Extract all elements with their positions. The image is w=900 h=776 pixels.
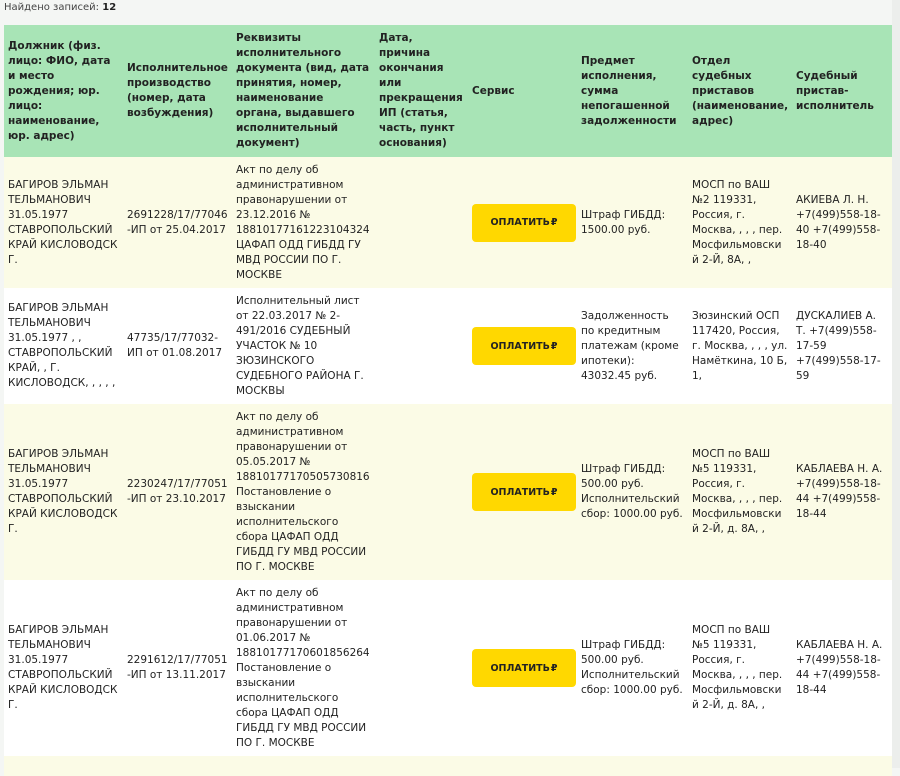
table-row	[4, 288, 892, 404]
cell-service	[468, 404, 577, 580]
pay-button-label: ОПЛАТИТЬ	[490, 662, 550, 674]
cell-end	[375, 288, 468, 404]
header-end: Дата, причина окончания или прекращения ИП (статья, часть, пункт основания)	[375, 25, 468, 157]
cell-document: Акт по делу об административном правонарушении от 01.06.2017 № 18810177170601856264 Постановление о взыскании исполнительского сбора ЦАФАП ОДД ГИБДД ГУ МВД РОССИИ ПО Г. МОСКВЕ	[232, 580, 375, 756]
header-debtor: Должник (физ. лицо: ФИО, дата и место рождения; юр. лицо: наименование, юр. адрес)	[4, 25, 123, 157]
cell-end	[375, 404, 468, 580]
table-header-row	[4, 25, 892, 157]
header-department: Отдел судебных приставов (наименование, адрес)	[688, 25, 792, 157]
cell-debtor: БАГИРОВ ЭЛЬМАН ТЕЛЬМАНОВИЧ 31.05.1977 , , СТАВРОПОЛЬСКИЙ КРАЙ, , Г. КИСЛОВОДСК, , , , ,	[4, 288, 123, 404]
cell-debtor: БАГИРОВ ЭЛЬМАН ТЕЛЬМАНОВИЧ 31.05.1977 СТАВРОПОЛЬСКИЙ КРАЙ КИСЛОВОДСК Г.	[4, 157, 123, 288]
cell-partial	[4, 756, 892, 776]
pay-button[interactable]	[472, 649, 576, 687]
table-row	[4, 580, 892, 756]
cell-proceeding: 2691228/17/77046-ИП от 25.04.2017	[123, 157, 232, 288]
cell-debtor: БАГИРОВ ЭЛЬМАН ТЕЛЬМАНОВИЧ 31.05.1977 СТАВРОПОЛЬСКИЙ КРАЙ КИСЛОВОДСК Г.	[4, 404, 123, 580]
header-proceeding: Исполнительное производство (номер, дата возбуждения)	[123, 25, 232, 157]
cell-debtor: БАГИРОВ ЭЛЬМАН ТЕЛЬМАНОВИЧ 31.05.1977 СТАВРОПОЛЬСКИЙ КРАЙ КИСЛОВОДСК Г.	[4, 580, 123, 756]
cell-service	[468, 580, 577, 756]
cell-subject: Штраф ГИБДД: 500.00 руб. Исполнительский сбор: 1000.00 руб.	[577, 580, 688, 756]
cell-service	[468, 157, 577, 288]
ruble-icon: ₽	[550, 662, 558, 674]
cell-department: Зюзинский ОСП 117420, Россия, г. Москва, , , , ул. Намёткина, 10 Б, 1,	[688, 288, 792, 404]
records-found-count: 12	[102, 2, 117, 13]
cell-document: Акт по делу об административном правонарушении от 23.12.2016 № 18810177161223104324 ЦАФАП ОДД ГИБДД ГУ МВД РОССИИ ПО Г. МОСКВЕ	[232, 157, 375, 288]
pay-button-label: ОПЛАТИТЬ	[490, 486, 550, 498]
cell-service	[468, 288, 577, 404]
cell-department: МОСП по ВАШ №2 119331, Россия, г. Москва, , , , пер. Мосфильмовский 2-Й, 8А, ,	[688, 157, 792, 288]
cell-department: МОСП по ВАШ №5 119331, Россия, г. Москва, , , , пер. Мосфильмовский 2-Й, д. 8А, ,	[688, 580, 792, 756]
pay-button[interactable]	[472, 204, 576, 242]
pay-button[interactable]	[472, 473, 576, 511]
cell-end	[375, 580, 468, 756]
table-row	[4, 157, 892, 288]
scrollbar[interactable]	[892, 0, 900, 768]
cell-proceeding: 2291612/17/77051-ИП от 13.11.2017	[123, 580, 232, 756]
cell-bailiff: КАБЛАЕВА Н. А. +7(499)558-18-44 +7(499)558-18-44	[792, 580, 892, 756]
records-found-label: Найдено записей:	[4, 2, 100, 13]
cell-department: МОСП по ВАШ №5 119331, Россия, г. Москва, , , , пер. Мосфильмовский 2-Й, д. 8А, ,	[688, 404, 792, 580]
cell-document: Акт по делу об административном правонарушении от 05.05.2017 № 18810177170505730816 Постановление о взыскании исполнительского сбора ЦАФАП ОДД ГИБДД ГУ МВД РОССИИ ПО Г. МОСКВЕ	[232, 404, 375, 580]
cell-subject: Штраф ГИБДД: 500.00 руб. Исполнительский сбор: 1000.00 руб.	[577, 404, 688, 580]
pay-button-label: ОПЛАТИТЬ	[490, 340, 550, 352]
header-document: Реквизиты исполнительного документа (вид, дата принятия, номер, наименование органа, выдавшего исполнительный документ)	[232, 25, 375, 157]
records-found	[4, 2, 116, 13]
cell-bailiff: ДУСКАЛИЕВ А. Т. +7(499)558-17-59 +7(499)558-17-59	[792, 288, 892, 404]
cell-proceeding: 2230247/17/77051-ИП от 23.10.2017	[123, 404, 232, 580]
header-service: Сервис	[468, 25, 577, 157]
cell-end	[375, 157, 468, 288]
header-bailiff: Судебный пристав-исполнитель	[792, 25, 892, 157]
table-row	[4, 404, 892, 580]
ruble-icon: ₽	[550, 486, 558, 498]
cell-bailiff: АКИЕВА Л. Н. +7(499)558-18-40 +7(499)558-18-40	[792, 157, 892, 288]
cell-subject: Штраф ГИБДД: 1500.00 руб.	[577, 157, 688, 288]
cell-document: Исполнительный лист от 22.03.2017 № 2-491/2016 СУДЕБНЫЙ УЧАСТОК № 10 ЗЮЗИНСКОГО СУДЕБНОГО РАЙОНА Г. МОСКВЫ	[232, 288, 375, 404]
table-row-partial	[4, 756, 892, 776]
results-table	[4, 25, 892, 776]
pay-button[interactable]	[472, 327, 576, 365]
cell-proceeding: 47735/17/77032-ИП от 01.08.2017	[123, 288, 232, 404]
ruble-icon: ₽	[550, 217, 558, 228]
ruble-icon: ₽	[550, 340, 558, 352]
cell-subject: Задолженность по кредитным платежам (кроме ипотеки): 43032.45 руб.	[577, 288, 688, 404]
cell-bailiff: КАБЛАЕВА Н. А. +7(499)558-18-44 +7(499)558-18-44	[792, 404, 892, 580]
pay-button-label: ОПЛАТИТЬ	[490, 217, 550, 228]
header-subject: Предмет исполнения, сумма непогашенной задолженности	[577, 25, 688, 157]
